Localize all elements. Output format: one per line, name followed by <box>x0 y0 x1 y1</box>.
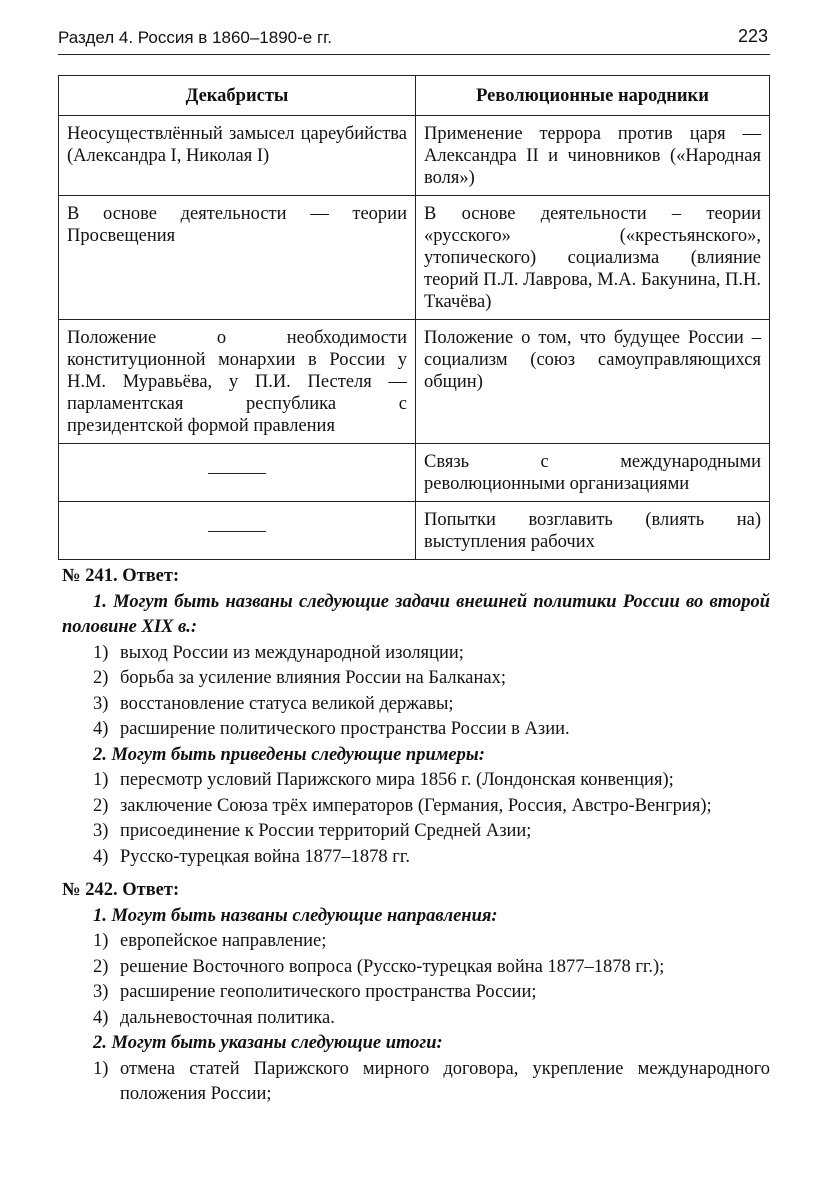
column-header-narodniks: Революционные народники <box>416 76 770 116</box>
answer-subheading: 2. Могут быть указаны следующие итоги: <box>93 1033 443 1053</box>
list-number: 3) <box>93 982 109 1002</box>
list-item <box>62 666 770 692</box>
table-row <box>59 502 770 560</box>
page-number: 223 <box>737 26 768 46</box>
comparison-table <box>58 75 770 560</box>
list-text: расширение политического пространства России в Азии. <box>120 719 570 739</box>
table-row <box>59 196 770 320</box>
dash-mark <box>208 531 266 532</box>
answer-subheading: 1. Могут быть названы следующие задачи внешней политики России во второй половине XIX в.: <box>62 591 770 637</box>
list-item <box>62 1006 770 1032</box>
dash-mark <box>208 473 266 474</box>
table-row <box>59 116 770 196</box>
list-item <box>62 717 770 743</box>
answers-block <box>62 560 770 1108</box>
table-cell: Попытки возглавить (влиять на) выступления рабочих <box>416 502 770 560</box>
list-item <box>62 929 770 955</box>
empty-cell-dash <box>59 502 416 560</box>
table-cell: Связь с международными революционными организациями <box>416 444 770 502</box>
list-text: Русско-турецкая война 1877–1878 гг. <box>120 846 411 867</box>
list-text: расширение геополитического пространства России; <box>120 982 537 1002</box>
list-number: 4) <box>93 719 109 739</box>
answer-heading-241: № 241. Ответ: <box>62 566 180 586</box>
list-item <box>62 1057 770 1108</box>
list-item <box>62 955 770 981</box>
list-text: отмена статей Парижского мирного договора, укрепление международного положения России; <box>120 1058 770 1104</box>
list-text: восстановление статуса великой державы; <box>120 693 454 714</box>
list-number: 3) <box>93 821 109 841</box>
table-cell: Неосуществлённый замысел цареубийства (Александра I, Николая I) <box>59 116 416 196</box>
list-number: 2) <box>93 956 109 977</box>
answer-subheading: 2. Могут быть приведены следующие примеры: <box>93 744 485 765</box>
list-item <box>62 980 770 1006</box>
list-number: 1) <box>93 1058 109 1079</box>
list-item <box>62 819 770 845</box>
section-title: Раздел 4. Россия в 1860–1890-е гг. <box>58 28 333 47</box>
table-cell: Применение террора против царя — Александра II и чиновников («Народная воля») <box>416 116 770 196</box>
list-text: присоединение к России территорий Средней Азии; <box>120 821 532 841</box>
list-text: европейское направление; <box>120 931 327 951</box>
list-text: пересмотр условий Парижского мира 1856 г. (Лондонская конвенция); <box>120 770 674 790</box>
list-number: 2) <box>93 795 109 816</box>
table-cell: Положение о необходимости конституционной монархии в России у Н.М. Муравьёва, у П.И. Пестеля — парламентская республика с президентской формой правления <box>59 320 416 444</box>
running-header <box>58 26 770 55</box>
list-text: выход России из международной изоляции; <box>120 642 464 663</box>
table-row <box>59 444 770 502</box>
list-number: 3) <box>93 693 109 714</box>
list-item <box>62 692 770 718</box>
list-number: 1) <box>93 931 109 951</box>
list-item <box>62 768 770 794</box>
list-number: 1) <box>93 770 109 790</box>
table-cell: В основе деятельности — теории Просвещения <box>59 196 416 320</box>
table-cell: В основе деятельности – теории «русского» («крестьянского», утопического) социализма (влияние теорий П.Л. Лаврова, М.А. Бакунина, П.Н. Ткачёва) <box>416 196 770 320</box>
list-text: решение Восточного вопроса (Русско-турецкая война 1877–1878 гг.); <box>120 956 665 977</box>
answer-heading-242: № 242. Ответ: <box>62 880 180 900</box>
list-number: 2) <box>93 668 109 688</box>
list-text: борьба за усиление влияния России на Балканах; <box>120 668 507 688</box>
answer-subheading: 1. Могут быть названы следующие направления: <box>93 905 498 926</box>
list-number: 1) <box>93 642 109 663</box>
list-item <box>62 641 770 667</box>
column-header-decembrists: Декабристы <box>59 76 416 116</box>
list-number: 4) <box>93 846 109 867</box>
list-number: 4) <box>93 1007 109 1028</box>
list-item <box>62 794 770 820</box>
list-item <box>62 845 770 871</box>
table-row <box>59 320 770 444</box>
empty-cell-dash <box>59 444 416 502</box>
list-text: дальневосточная политика. <box>120 1007 335 1028</box>
table-header-row <box>59 76 770 116</box>
table-cell: Положение о том, что будущее России – социализм (союз самоуправляющихся общин) <box>416 320 770 444</box>
list-text: заключение Союза трёх императоров (Германия, Россия, Австро-Венгрия); <box>120 795 712 816</box>
